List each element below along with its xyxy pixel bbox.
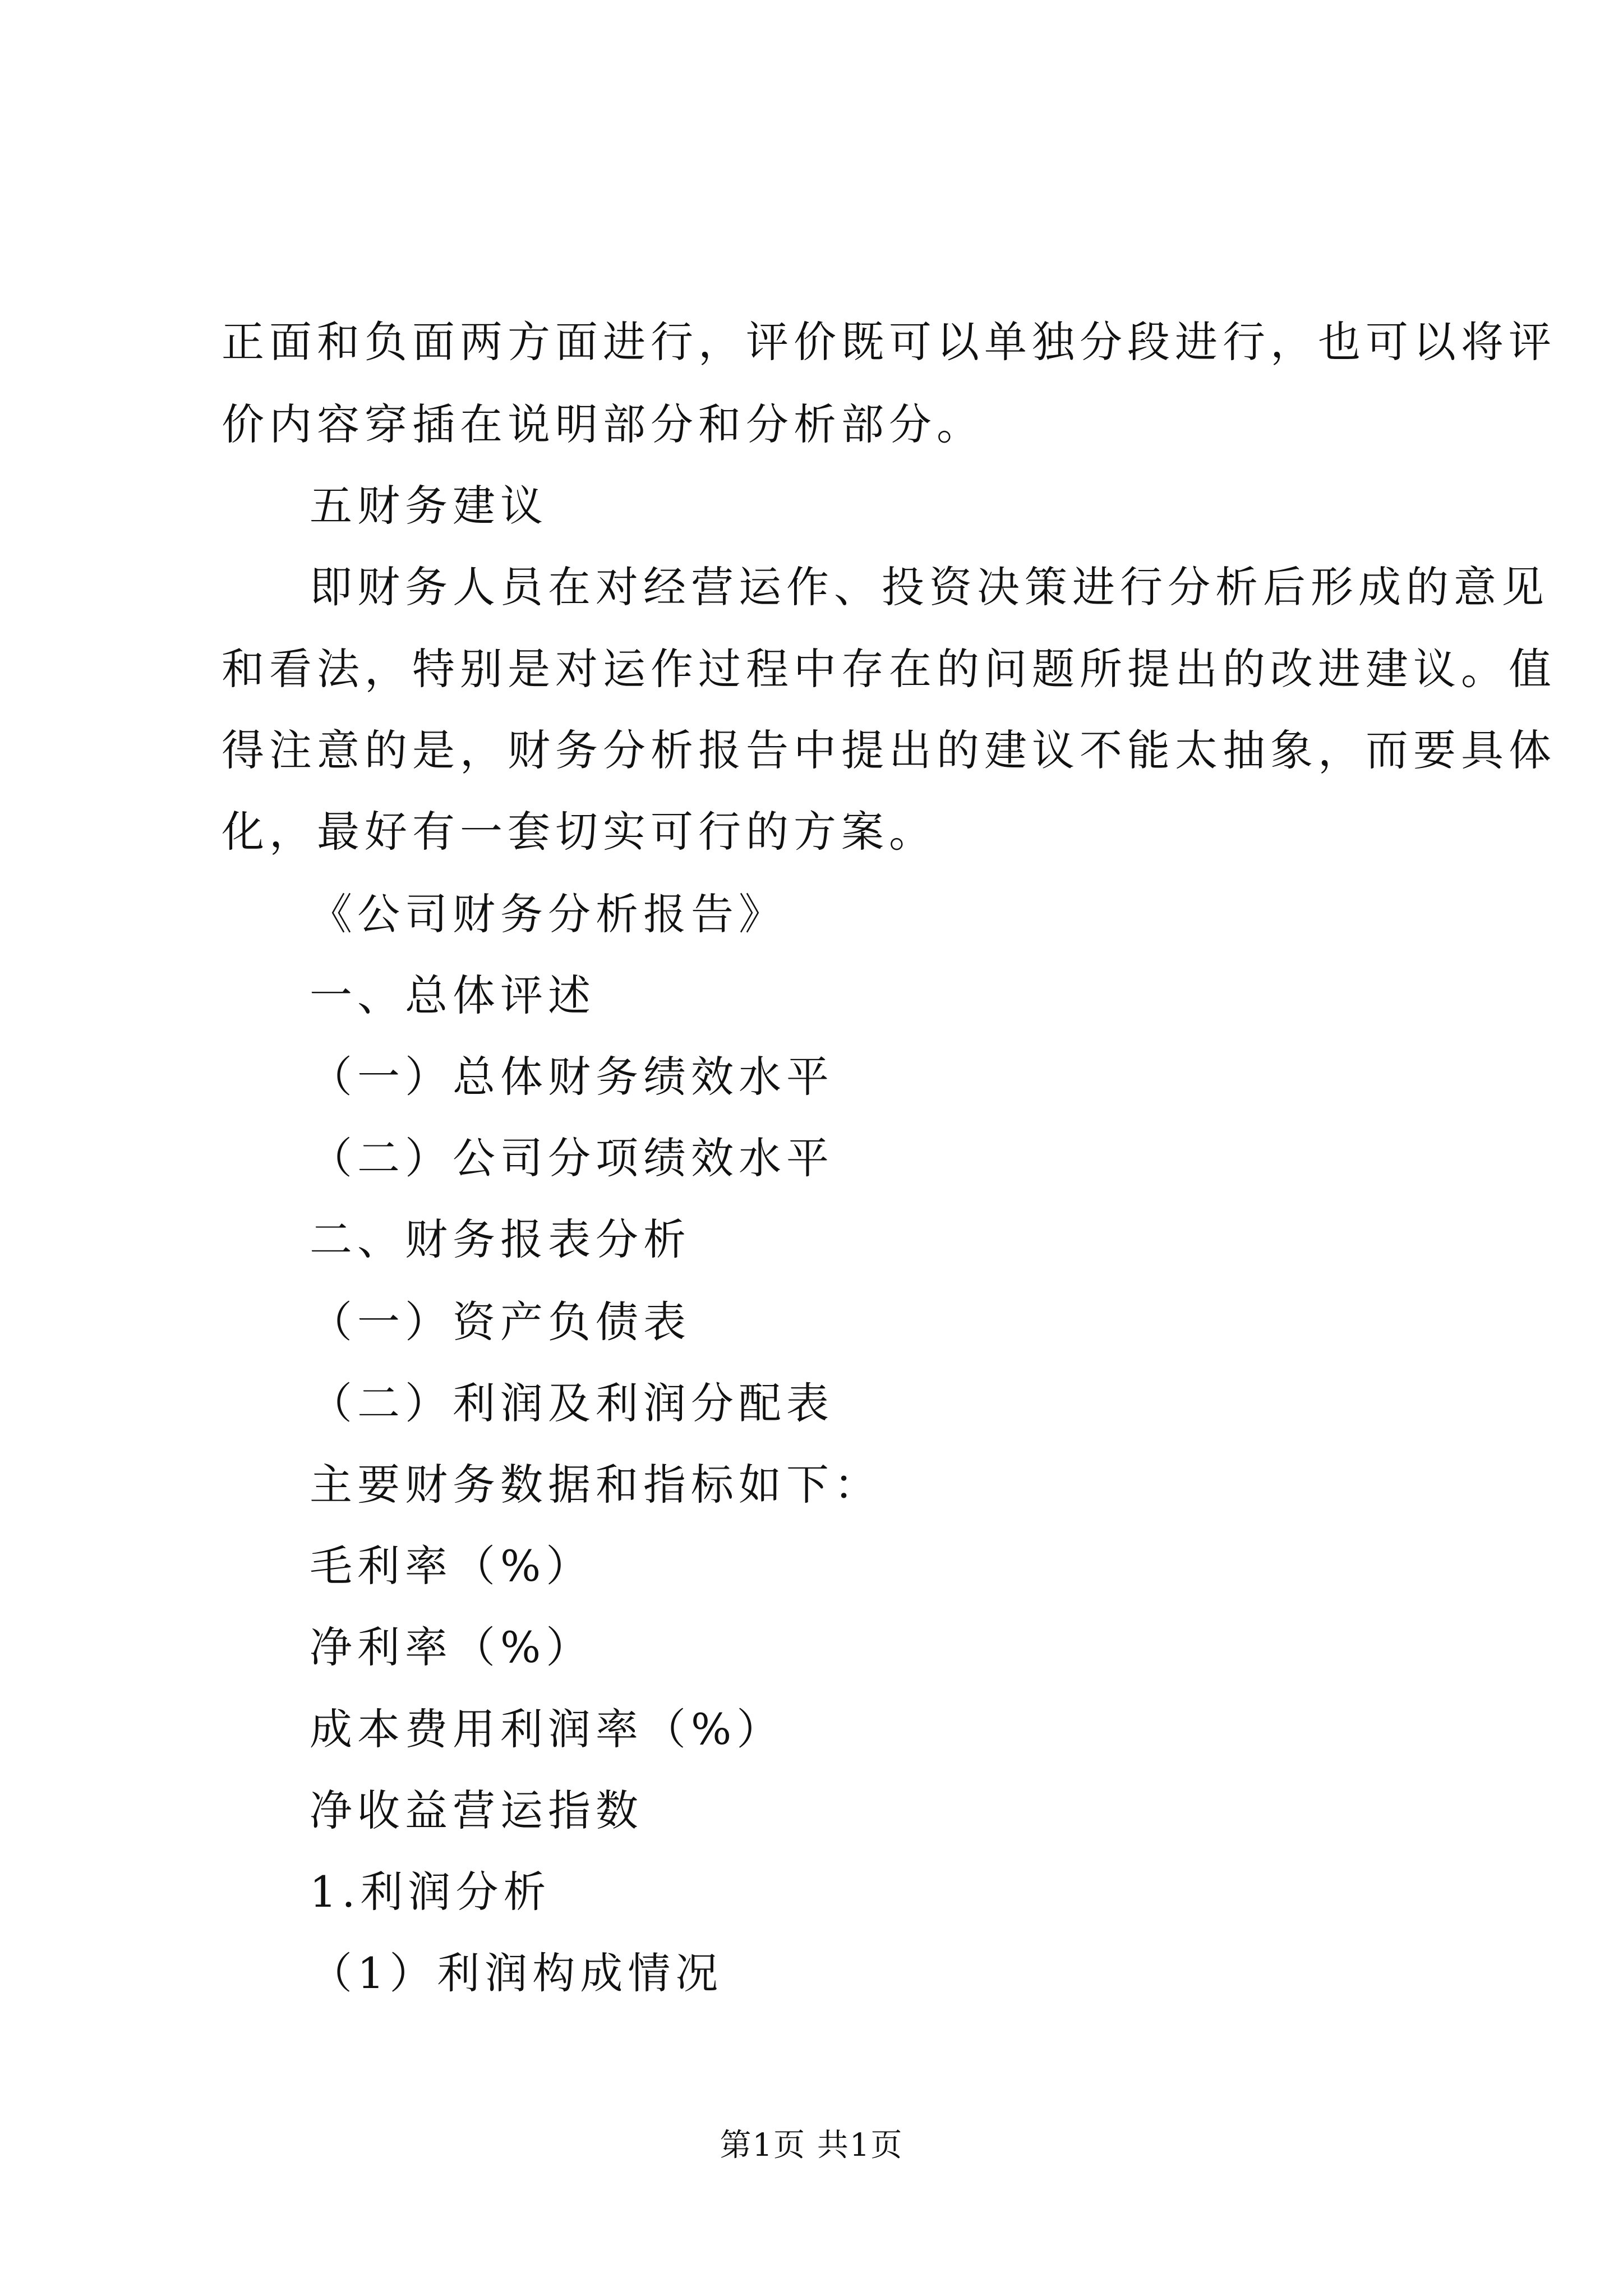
report-title: 《公司财务分析报告》: [310, 889, 786, 939]
heading-statement-analysis: 二、财务报表分析: [310, 1214, 691, 1264]
subheading-overall-performance: （一）总体财务绩效水平: [310, 1052, 834, 1102]
subheading-profit-structure: （1）利润构成情况: [310, 1948, 723, 1998]
paragraph-line-2: 价内容穿插在说明部分和分析部分。: [222, 399, 984, 449]
metric-cost-profit-rate: 成本费用利润率（%）: [310, 1704, 785, 1754]
paragraph-line-3: 即财务人员在对经营运作、投资决策进行分析后形成的意见: [310, 562, 1549, 612]
paragraph-line-5: 得注意的是，财务分析报告中提出的建议不能太抽象，而要具体: [222, 725, 1556, 775]
subheading-profit-distribution: （二）利润及利润分配表: [310, 1378, 834, 1428]
subheading-item-performance: （二）公司分项绩效水平: [310, 1133, 834, 1183]
page-footer: 第1页 共1页: [720, 2127, 903, 2164]
data-intro: 主要财务数据和指标如下：: [310, 1460, 882, 1510]
paragraph-line-1: 正面和负面两方面进行，评价既可以单独分段进行，也可以将评: [222, 317, 1556, 367]
heading-profit-analysis: 1.利润分析: [310, 1867, 551, 1917]
paragraph-line-4: 和看法，特别是对运作过程中存在的问题所提出的改进建议。值: [222, 644, 1556, 694]
metric-net-income-index: 净收益营运指数: [310, 1786, 643, 1835]
subheading-balance-sheet: （一）资产负债表: [310, 1297, 691, 1347]
metric-net-margin: 净利率（%）: [310, 1622, 594, 1672]
heading-overall-review: 一、总体评述: [310, 970, 596, 1020]
paragraph-line-6: 化，最好有一套切实可行的方案。: [222, 807, 937, 857]
metric-gross-margin: 毛利率（%）: [310, 1541, 594, 1591]
section-heading-financial-advice: 五财务建议: [310, 481, 548, 531]
